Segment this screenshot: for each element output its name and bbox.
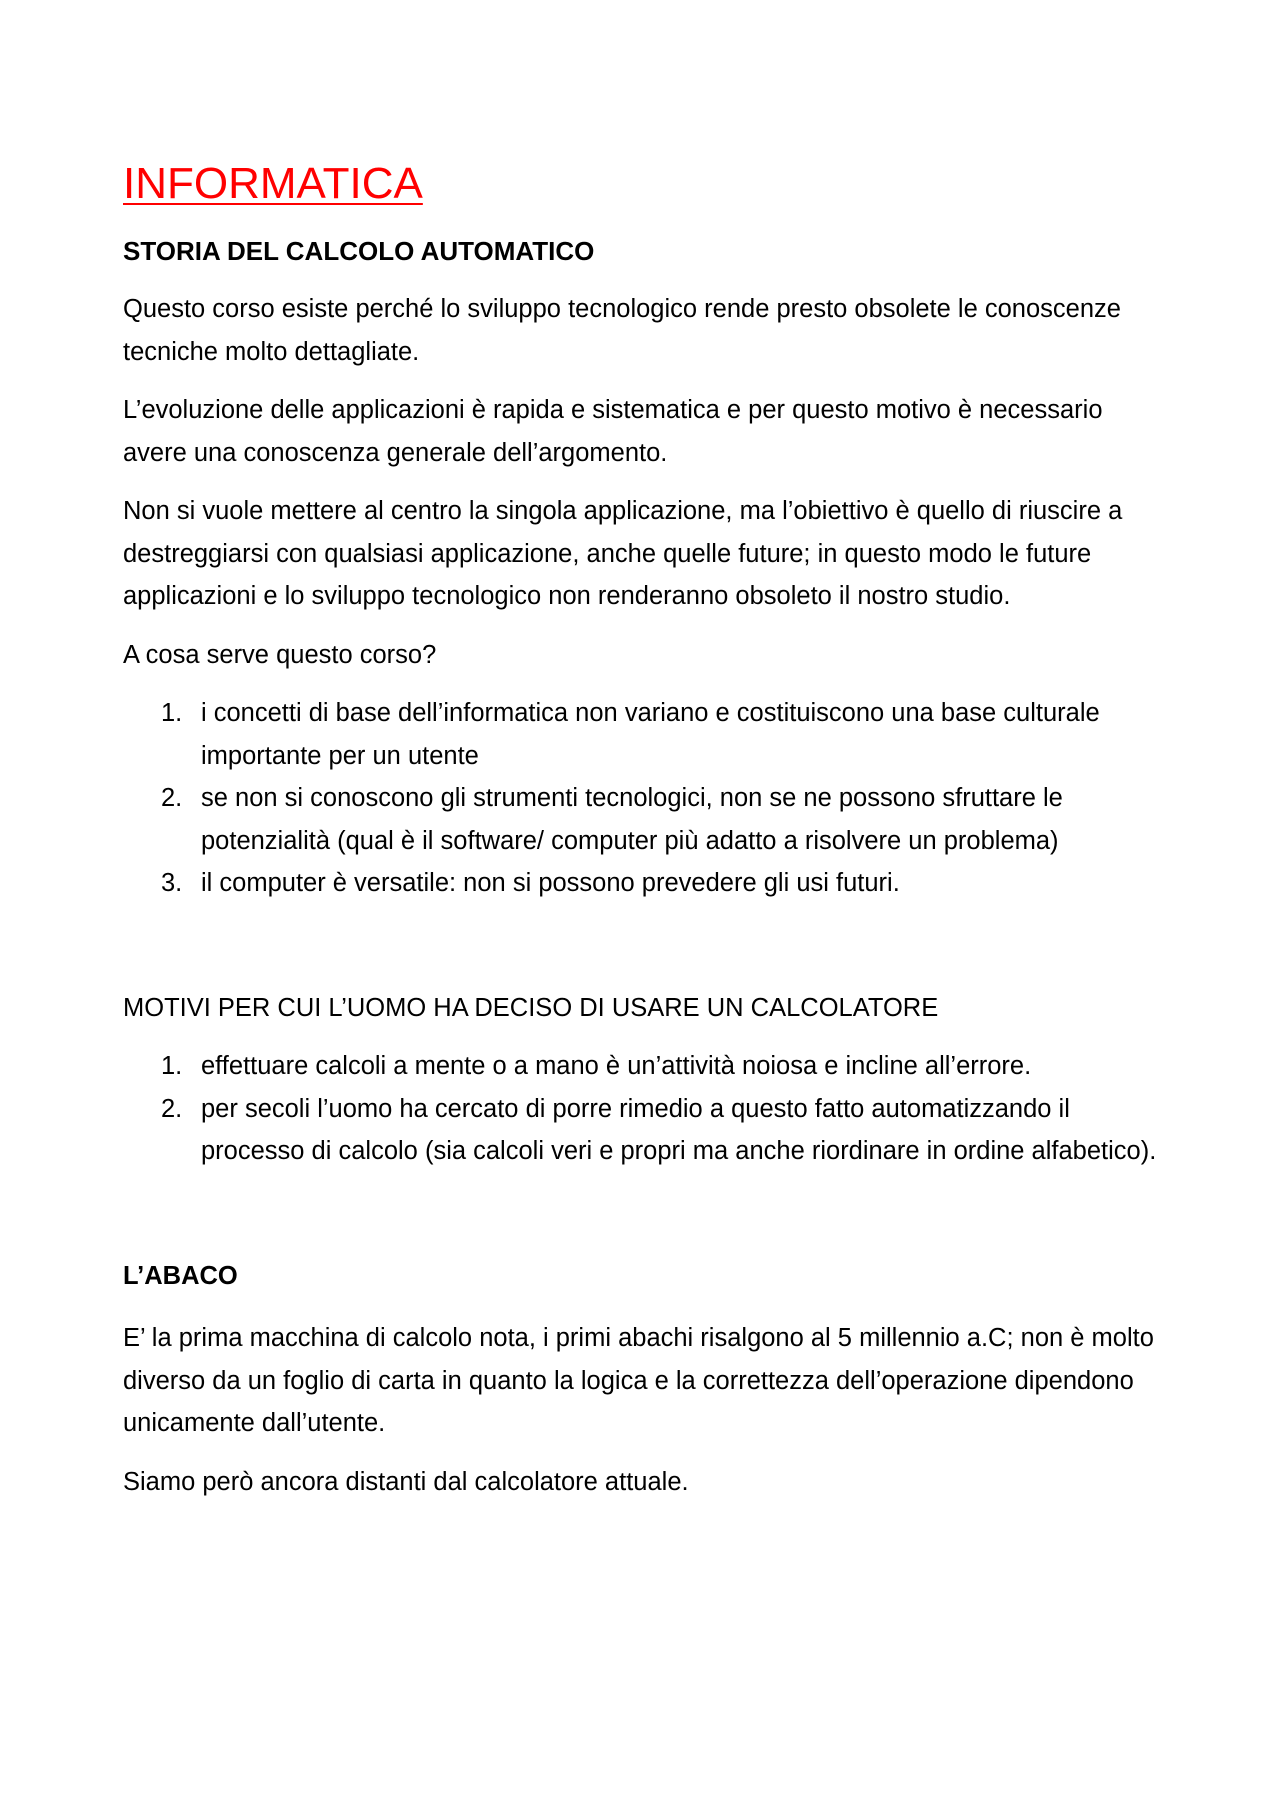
list-item-text: il computer è versatile: non si possono prevedere gli usi futuri. (201, 869, 900, 897)
list-number: 2. (161, 1094, 183, 1123)
list-item (123, 1088, 1170, 1173)
list-number: 1. (161, 699, 183, 727)
numbered-list-purpose (123, 692, 1170, 905)
list-item-text: i concetti di base dell’informatica non variano e costituiscono una base culturale importante per un utente (201, 699, 1100, 770)
list-item (123, 862, 1170, 905)
paragraph-question: A cosa serve questo corso? (123, 640, 437, 669)
paragraph: Questo corso esiste perché lo sviluppo tecnologico rende presto obsolete le conoscenze tecniche molto dettagliate. (123, 295, 1121, 366)
document-title: INFORMATICA (123, 159, 423, 208)
list-item-text: per secoli l’uomo ha cercato di porre rimedio a questo fatto automatizzando il processo di calcolo (sia calcoli veri e propri ma anche riordinare in ordine alfabetico). (201, 1094, 1157, 1165)
list-item-text: se non si conoscono gli strumenti tecnologici, non se ne possono sfruttare le potenzialità (qual è il software/ computer più adatto a risolvere un problema) (201, 784, 1063, 855)
section-heading-abaco: L’ABACO (123, 1261, 238, 1290)
paragraph: Siamo però ancora distanti dal calcolatore attuale. (123, 1467, 689, 1496)
numbered-list-motivi (123, 1045, 1170, 1173)
section-heading-motivi: MOTIVI PER CUI L’UOMO HA DECISO DI USARE UN CALCOLATORE (123, 993, 939, 1022)
section-heading-storia: STORIA DEL CALCOLO AUTOMATICO (123, 236, 595, 266)
list-number: 1. (161, 1052, 183, 1080)
list-item (123, 692, 1170, 777)
list-number: 3. (161, 869, 183, 897)
list-item (123, 1045, 1170, 1088)
paragraph: Non si vuole mettere al centro la singola applicazione, ma l’obiettivo è quello di riuscire a destreggiarsi con qualsiasi applicazione, anche quelle future; in questo modo le future applicazioni e lo sviluppo tecnologico non renderanno obsoleto il nostro studio. (123, 497, 1123, 610)
paragraph: L’evoluzione delle applicazioni è rapida e sistematica e per questo motivo è necessario avere una conoscenza generale dell’argomento. (123, 396, 1103, 467)
list-number: 2. (161, 784, 183, 812)
list-item-text: effettuare calcoli a mente o a mano è un’attività noiosa e incline all’errore. (201, 1052, 1032, 1080)
paragraph: E’ la prima macchina di calcolo nota, i primi abachi risalgono al 5 millennio a.C; non è molto diverso da un foglio di carta in quanto la logica e la correttezza dell’operazione dipendono unicamente dall’utente. (123, 1324, 1154, 1437)
list-item (123, 777, 1170, 862)
